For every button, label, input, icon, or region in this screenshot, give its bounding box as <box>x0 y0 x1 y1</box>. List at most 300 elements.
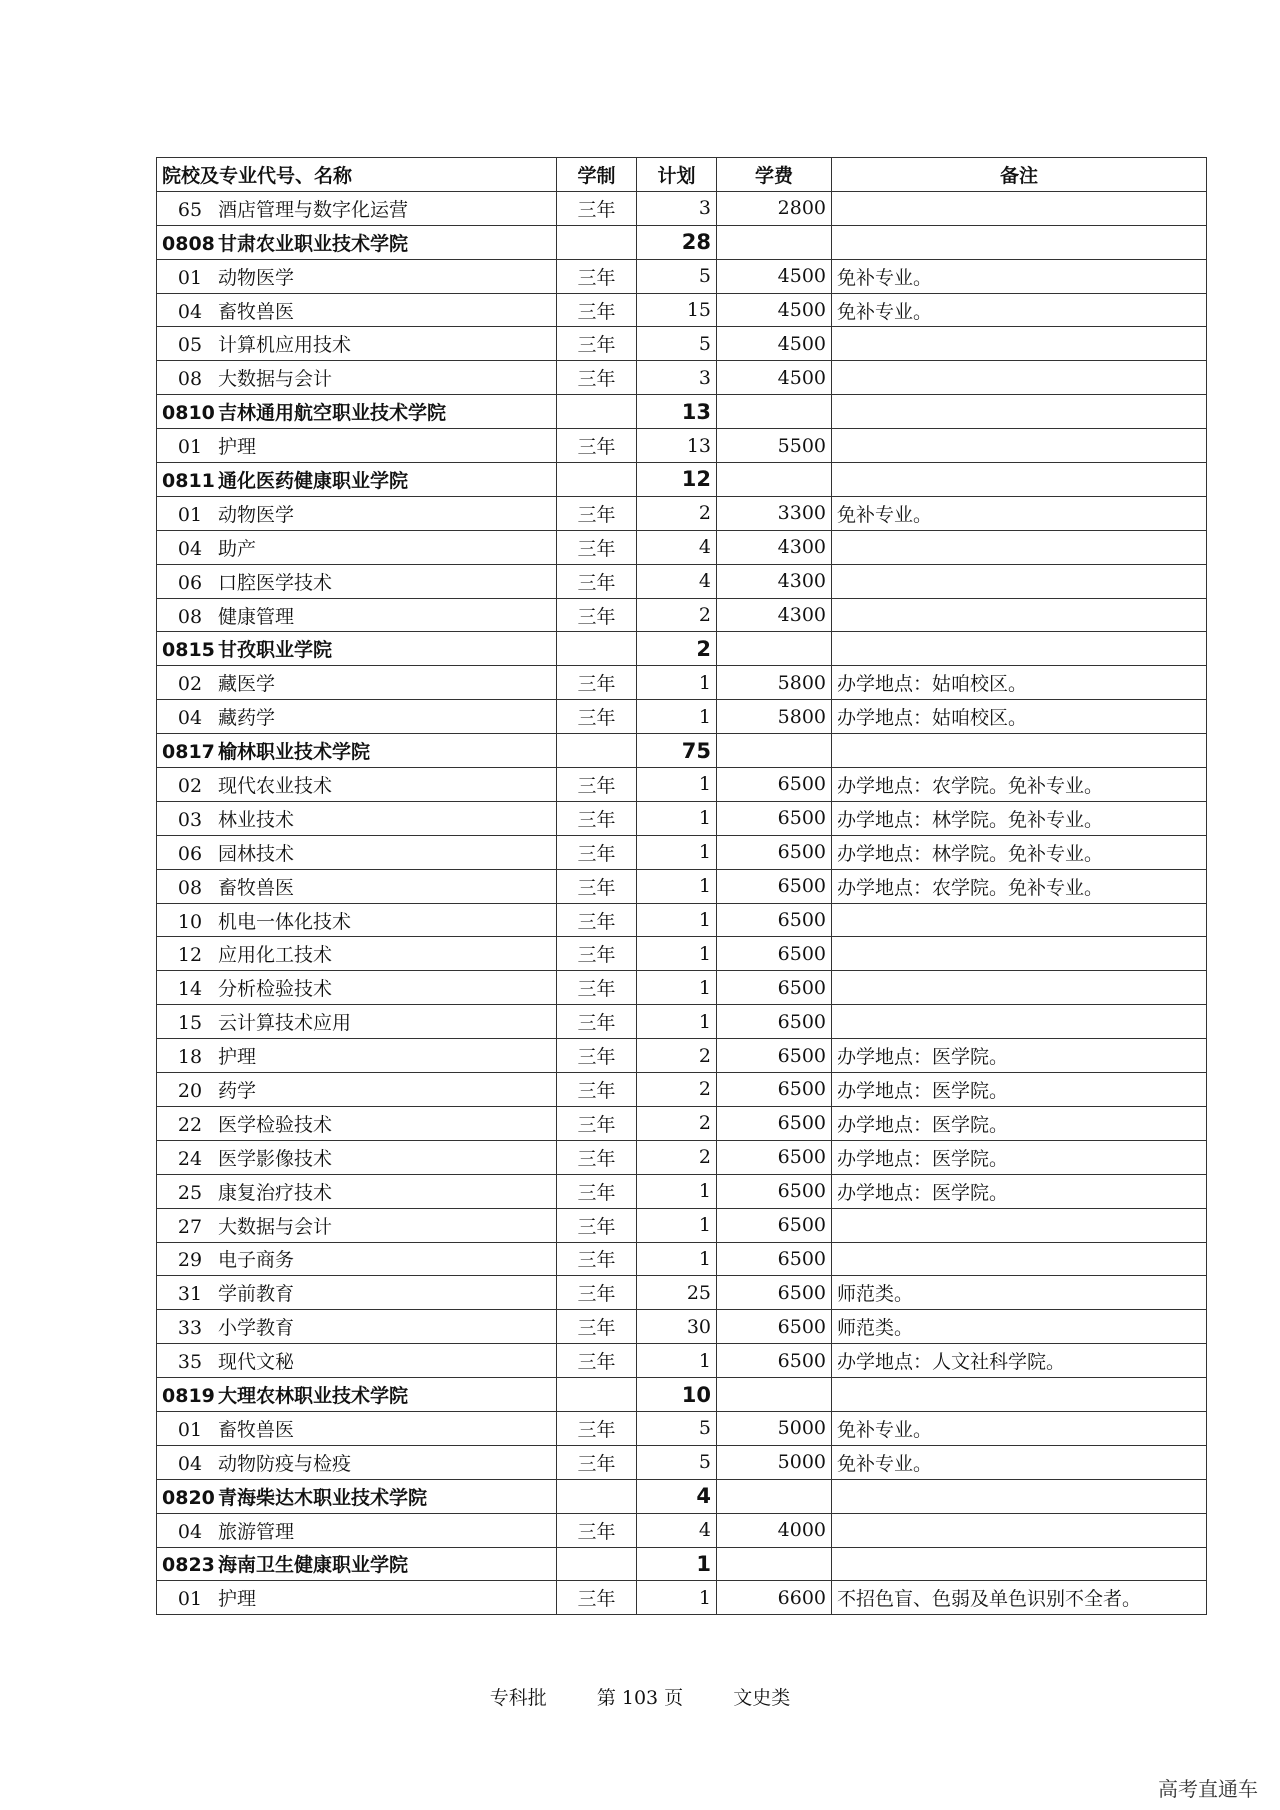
major-code: 01 <box>177 503 203 526</box>
school-name: 青海柴达木职业技术学院 <box>218 1486 428 1509</box>
note-cell <box>832 1242 1207 1276</box>
major-code: 02 <box>177 774 203 797</box>
note-cell <box>832 361 1207 395</box>
plan-cell: 3 <box>637 191 717 225</box>
name-cell <box>157 191 557 225</box>
major-code: 08 <box>177 368 203 391</box>
name-cell <box>157 1479 557 1513</box>
admission-plan-table <box>156 157 1207 1615</box>
system-cell: 三年 <box>557 1310 637 1344</box>
major-name: 动物防疫与检疫 <box>218 1452 352 1475</box>
major-row <box>157 1073 1207 1107</box>
major-name: 藏药学 <box>218 707 276 730</box>
name-cell <box>157 666 557 700</box>
fee-cell: 5000 <box>717 1445 832 1479</box>
major-row <box>157 937 1207 971</box>
school-name: 大理农林职业技术学院 <box>218 1385 409 1407</box>
plan-cell: 13 <box>637 429 717 463</box>
major-name: 旅游管理 <box>218 1520 295 1543</box>
page-footer <box>0 1683 1280 1710</box>
system-cell: 三年 <box>557 429 637 463</box>
school-row <box>157 1547 1207 1581</box>
major-code: 25 <box>177 1181 203 1204</box>
major-code: 01 <box>177 1418 203 1441</box>
system-cell: 三年 <box>557 564 637 598</box>
note-cell <box>832 191 1207 225</box>
note-cell: 免补专业。 <box>832 1445 1207 1479</box>
note-cell: 办学地点：医学院。 <box>832 1039 1207 1073</box>
plan-cell: 28 <box>637 225 717 259</box>
plan-cell: 1 <box>637 768 717 802</box>
major-code: 35 <box>177 1351 203 1374</box>
plan-cell: 1 <box>637 903 717 937</box>
note-cell <box>832 632 1207 666</box>
major-name: 护理 <box>218 436 257 459</box>
major-name: 护理 <box>218 1046 257 1069</box>
plan-cell: 25 <box>637 1276 717 1310</box>
note-cell <box>832 1005 1207 1039</box>
major-code: 29 <box>177 1249 203 1272</box>
fee-cell: 6500 <box>717 835 832 869</box>
school-row <box>157 734 1207 768</box>
major-row <box>157 1445 1207 1479</box>
system-cell: 三年 <box>557 1073 637 1107</box>
footer-batch: 专科批 <box>489 1687 547 1709</box>
system-cell: 三年 <box>557 1106 637 1140</box>
fee-cell: 5000 <box>717 1411 832 1445</box>
name-cell <box>157 734 557 768</box>
major-name: 酒店管理与数字化运营 <box>218 198 409 221</box>
major-name: 应用化工技术 <box>218 944 333 967</box>
plan-cell: 1 <box>637 1344 717 1378</box>
major-code: 02 <box>177 673 203 696</box>
plan-cell: 1 <box>637 835 717 869</box>
note-cell <box>832 429 1207 463</box>
plan-cell: 1 <box>637 666 717 700</box>
major-code: 65 <box>177 198 203 221</box>
footer-page-number: 第 103 页 <box>596 1687 684 1709</box>
note-cell <box>832 937 1207 971</box>
fee-cell: 6600 <box>717 1581 832 1615</box>
note-cell <box>832 395 1207 429</box>
major-name: 机电一体化技术 <box>218 910 352 933</box>
system-cell <box>557 463 637 497</box>
major-code: 01 <box>177 436 203 459</box>
note-cell: 办学地点：姑咱校区。 <box>832 700 1207 734</box>
note-cell <box>832 463 1207 497</box>
major-name: 畜牧兽医 <box>218 1418 295 1441</box>
name-cell <box>157 937 557 971</box>
major-name: 小学教育 <box>218 1317 295 1340</box>
school-name: 甘孜职业学院 <box>218 639 333 662</box>
major-row <box>157 666 1207 700</box>
name-cell <box>157 1208 557 1242</box>
note-cell: 办学地点：医学院。 <box>832 1140 1207 1174</box>
major-code: 03 <box>177 808 203 831</box>
name-cell <box>157 1039 557 1073</box>
system-cell: 三年 <box>557 869 637 903</box>
plan-cell: 4 <box>637 564 717 598</box>
fee-cell <box>717 395 832 429</box>
major-row <box>157 700 1207 734</box>
major-row <box>157 1106 1207 1140</box>
major-code: 08 <box>177 605 203 628</box>
plan-cell: 4 <box>637 1479 717 1513</box>
note-cell: 免补专业。 <box>832 293 1207 327</box>
fee-cell: 4500 <box>717 361 832 395</box>
plan-cell: 12 <box>637 463 717 497</box>
name-cell <box>157 700 557 734</box>
plan-cell: 1 <box>637 1005 717 1039</box>
plan-cell: 2 <box>637 632 717 666</box>
major-name: 医学影像技术 <box>218 1147 333 1170</box>
name-cell <box>157 835 557 869</box>
system-cell: 三年 <box>557 1005 637 1039</box>
system-cell <box>557 225 637 259</box>
plan-cell: 1 <box>637 1242 717 1276</box>
name-cell <box>157 1547 557 1581</box>
school-name: 榆林职业技术学院 <box>218 741 371 764</box>
note-cell: 办学地点：人文社科学院。 <box>832 1344 1207 1378</box>
note-cell <box>832 530 1207 564</box>
plan-cell: 1 <box>637 869 717 903</box>
major-row <box>157 1140 1207 1174</box>
name-cell <box>157 1344 557 1378</box>
system-cell: 三年 <box>557 1344 637 1378</box>
plan-cell: 4 <box>637 1513 717 1547</box>
plan-cell: 30 <box>637 1310 717 1344</box>
school-row <box>157 1479 1207 1513</box>
major-row <box>157 1310 1207 1344</box>
plan-cell: 2 <box>637 496 717 530</box>
school-code: 0811 <box>162 469 215 492</box>
major-code: 01 <box>177 266 203 289</box>
note-cell <box>832 903 1207 937</box>
major-row <box>157 1005 1207 1039</box>
major-code: 20 <box>177 1079 203 1102</box>
fee-cell: 6500 <box>717 1073 832 1107</box>
note-cell <box>832 327 1207 361</box>
major-code: 18 <box>177 1046 203 1069</box>
plan-cell: 1 <box>637 971 717 1005</box>
major-row <box>157 903 1207 937</box>
name-cell <box>157 1581 557 1615</box>
major-code: 31 <box>177 1283 203 1306</box>
major-code: 04 <box>177 1520 203 1543</box>
major-name: 畜牧兽医 <box>218 876 295 899</box>
system-cell: 三年 <box>557 1242 637 1276</box>
major-name: 现代文秘 <box>218 1351 295 1374</box>
note-cell: 办学地点：林学院。免补专业。 <box>832 801 1207 835</box>
major-name: 现代农业技术 <box>218 774 333 797</box>
note-cell <box>832 598 1207 632</box>
fee-cell: 4000 <box>717 1513 832 1547</box>
major-name: 电子商务 <box>218 1249 295 1272</box>
school-name: 通化医药健康职业学院 <box>218 469 409 492</box>
major-code: 06 <box>177 842 203 865</box>
fee-cell: 4300 <box>717 530 832 564</box>
note-cell: 师范类。 <box>832 1276 1207 1310</box>
major-name: 分析检验技术 <box>218 978 333 1001</box>
school-code: 0808 <box>162 232 215 255</box>
system-cell: 三年 <box>557 598 637 632</box>
name-cell <box>157 1073 557 1107</box>
major-code: 04 <box>177 537 203 560</box>
plan-cell: 10 <box>637 1378 717 1412</box>
name-cell <box>157 1411 557 1445</box>
system-cell <box>557 1479 637 1513</box>
school-row <box>157 225 1207 259</box>
major-code: 33 <box>177 1317 203 1340</box>
plan-cell: 1 <box>637 1208 717 1242</box>
note-cell <box>832 1513 1207 1547</box>
major-code: 27 <box>177 1215 203 1238</box>
plan-cell: 1 <box>637 1581 717 1615</box>
note-cell: 办学地点：林学院。免补专业。 <box>832 835 1207 869</box>
system-cell <box>557 632 637 666</box>
note-cell <box>832 225 1207 259</box>
fee-cell <box>717 463 832 497</box>
major-row <box>157 361 1207 395</box>
fee-cell: 6500 <box>717 1208 832 1242</box>
major-name: 云计算技术应用 <box>218 1012 352 1035</box>
school-row <box>157 463 1207 497</box>
fee-cell: 6500 <box>717 1106 832 1140</box>
major-name: 药学 <box>218 1079 257 1102</box>
fee-cell: 6500 <box>717 1174 832 1208</box>
major-name: 学前教育 <box>218 1283 295 1306</box>
fee-cell <box>717 225 832 259</box>
name-cell <box>157 1140 557 1174</box>
major-name: 康复治疗技术 <box>218 1181 333 1204</box>
school-code: 0823 <box>162 1554 215 1577</box>
major-code: 04 <box>177 1452 203 1475</box>
name-cell <box>157 1106 557 1140</box>
fee-cell: 6500 <box>717 869 832 903</box>
system-cell: 三年 <box>557 1039 637 1073</box>
school-row <box>157 1378 1207 1412</box>
plan-cell: 1 <box>637 1547 717 1581</box>
school-code: 0810 <box>162 402 215 425</box>
system-cell: 三年 <box>557 1174 637 1208</box>
name-cell <box>157 1174 557 1208</box>
name-cell <box>157 768 557 802</box>
system-cell <box>557 734 637 768</box>
fee-cell: 6500 <box>717 1140 832 1174</box>
fee-cell: 5800 <box>717 700 832 734</box>
major-code: 08 <box>177 876 203 899</box>
fee-cell: 4500 <box>717 293 832 327</box>
school-code: 0817 <box>162 741 215 764</box>
system-cell: 三年 <box>557 1581 637 1615</box>
major-name: 动物医学 <box>218 266 295 289</box>
major-row <box>157 869 1207 903</box>
header-note: 备注 <box>832 158 1207 192</box>
major-code: 10 <box>177 910 203 933</box>
note-cell: 不招色盲、色弱及单色识别不全者。 <box>832 1581 1207 1615</box>
footer-category: 文史类 <box>733 1687 791 1709</box>
name-cell <box>157 1445 557 1479</box>
major-row <box>157 530 1207 564</box>
fee-cell: 4500 <box>717 327 832 361</box>
major-name: 口腔医学技术 <box>218 571 333 594</box>
school-code: 0819 <box>162 1385 215 1407</box>
note-cell <box>832 1547 1207 1581</box>
watermark-logo-text: 高考直通车 <box>1158 1777 1258 1801</box>
fee-cell <box>717 1547 832 1581</box>
major-code: 04 <box>177 707 203 730</box>
system-cell <box>557 1547 637 1581</box>
name-cell <box>157 1513 557 1547</box>
plan-cell: 5 <box>637 1445 717 1479</box>
name-cell <box>157 632 557 666</box>
major-name: 大数据与会计 <box>218 368 333 391</box>
major-row <box>157 293 1207 327</box>
fee-cell: 2800 <box>717 191 832 225</box>
major-row <box>157 1208 1207 1242</box>
fee-cell: 6500 <box>717 937 832 971</box>
header-fee: 学费 <box>717 158 832 192</box>
major-name: 助产 <box>218 537 257 560</box>
name-cell <box>157 463 557 497</box>
major-row <box>157 564 1207 598</box>
school-code: 0815 <box>162 639 215 662</box>
plan-cell: 5 <box>637 327 717 361</box>
plan-cell: 15 <box>637 293 717 327</box>
major-name: 护理 <box>218 1588 257 1611</box>
major-code: 22 <box>177 1113 203 1136</box>
plan-cell: 1 <box>637 937 717 971</box>
system-cell: 三年 <box>557 293 637 327</box>
name-cell <box>157 564 557 598</box>
system-cell: 三年 <box>557 259 637 293</box>
school-row <box>157 632 1207 666</box>
plan-cell: 3 <box>637 361 717 395</box>
major-code: 05 <box>177 334 203 357</box>
plan-cell: 2 <box>637 598 717 632</box>
major-row <box>157 1513 1207 1547</box>
note-cell: 免补专业。 <box>832 496 1207 530</box>
major-code: 24 <box>177 1147 203 1170</box>
system-cell: 三年 <box>557 971 637 1005</box>
major-name: 林业技术 <box>218 808 295 831</box>
major-row <box>157 259 1207 293</box>
fee-cell: 6500 <box>717 1344 832 1378</box>
name-cell <box>157 1378 557 1412</box>
name-cell <box>157 1005 557 1039</box>
name-cell <box>157 259 557 293</box>
major-row <box>157 1174 1207 1208</box>
header-plan: 计划 <box>637 158 717 192</box>
name-cell <box>157 293 557 327</box>
note-cell: 办学地点：姑咱校区。 <box>832 666 1207 700</box>
major-row <box>157 801 1207 835</box>
fee-cell: 6500 <box>717 971 832 1005</box>
system-cell: 三年 <box>557 835 637 869</box>
fee-cell: 4300 <box>717 598 832 632</box>
note-cell: 办学地点：医学院。 <box>832 1174 1207 1208</box>
major-code: 01 <box>177 1588 203 1611</box>
plan-cell: 2 <box>637 1039 717 1073</box>
major-code: 12 <box>177 944 203 967</box>
major-row <box>157 496 1207 530</box>
system-cell: 三年 <box>557 1513 637 1547</box>
note-cell: 免补专业。 <box>832 259 1207 293</box>
system-cell: 三年 <box>557 327 637 361</box>
system-cell: 三年 <box>557 1140 637 1174</box>
major-name: 健康管理 <box>218 605 295 628</box>
name-cell <box>157 971 557 1005</box>
note-cell: 师范类。 <box>832 1310 1207 1344</box>
name-cell <box>157 598 557 632</box>
plan-cell: 1 <box>637 801 717 835</box>
major-name: 动物医学 <box>218 503 295 526</box>
name-cell <box>157 801 557 835</box>
major-code: 06 <box>177 571 203 594</box>
name-cell <box>157 1242 557 1276</box>
plan-cell: 1 <box>637 1174 717 1208</box>
major-row <box>157 1276 1207 1310</box>
name-cell <box>157 869 557 903</box>
major-row <box>157 768 1207 802</box>
note-cell <box>832 1208 1207 1242</box>
school-row <box>157 395 1207 429</box>
name-cell <box>157 225 557 259</box>
major-code: 15 <box>177 1012 203 1035</box>
system-cell: 三年 <box>557 361 637 395</box>
school-code: 0820 <box>162 1486 215 1509</box>
system-cell: 三年 <box>557 666 637 700</box>
fee-cell: 5800 <box>717 666 832 700</box>
note-cell: 办学地点：医学院。 <box>832 1106 1207 1140</box>
major-name: 藏医学 <box>218 673 276 696</box>
note-cell: 办学地点：农学院。免补专业。 <box>832 869 1207 903</box>
major-row <box>157 1411 1207 1445</box>
fee-cell: 6500 <box>717 1242 832 1276</box>
fee-cell: 6500 <box>717 1276 832 1310</box>
system-cell: 三年 <box>557 496 637 530</box>
major-row <box>157 1344 1207 1378</box>
plan-cell: 13 <box>637 395 717 429</box>
name-cell <box>157 496 557 530</box>
note-cell: 免补专业。 <box>832 1411 1207 1445</box>
fee-cell: 6500 <box>717 1310 832 1344</box>
plan-cell: 5 <box>637 259 717 293</box>
note-cell <box>832 734 1207 768</box>
system-cell: 三年 <box>557 937 637 971</box>
major-name: 大数据与会计 <box>218 1215 333 1238</box>
fee-cell: 6500 <box>717 903 832 937</box>
fee-cell: 3300 <box>717 496 832 530</box>
major-row <box>157 429 1207 463</box>
system-cell: 三年 <box>557 1411 637 1445</box>
fee-cell: 6500 <box>717 768 832 802</box>
system-cell <box>557 395 637 429</box>
plan-cell: 4 <box>637 530 717 564</box>
fee-cell <box>717 1378 832 1412</box>
fee-cell: 4500 <box>717 259 832 293</box>
name-cell <box>157 327 557 361</box>
system-cell: 三年 <box>557 530 637 564</box>
plan-cell: 2 <box>637 1073 717 1107</box>
table-header-row <box>157 158 1207 192</box>
header-name: 院校及专业代号、名称 <box>157 158 557 192</box>
system-cell: 三年 <box>557 903 637 937</box>
name-cell <box>157 1276 557 1310</box>
school-name: 吉林通用航空职业技术学院 <box>218 402 447 425</box>
system-cell: 三年 <box>557 700 637 734</box>
major-row <box>157 327 1207 361</box>
